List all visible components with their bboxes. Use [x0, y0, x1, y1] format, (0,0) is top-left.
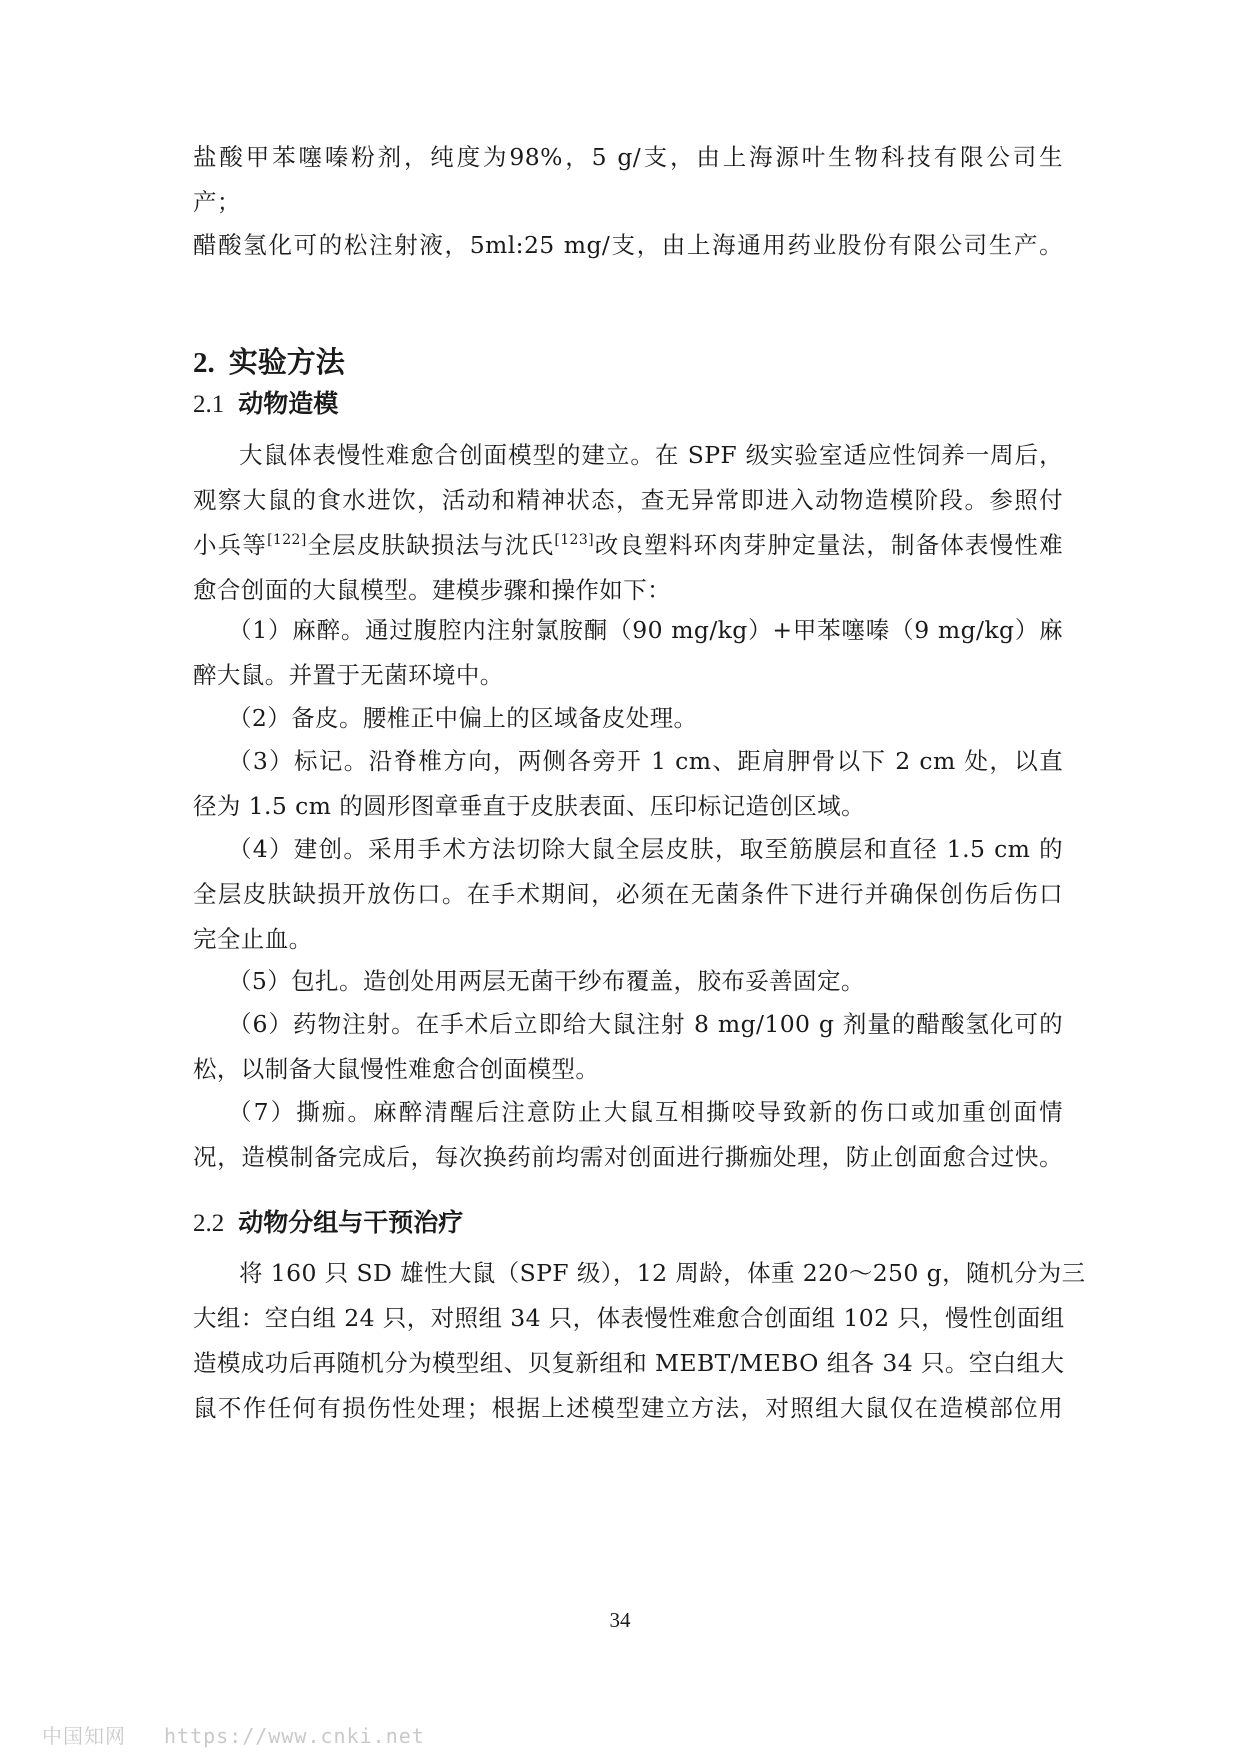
- subsection-title: 动物分组与干预治疗: [238, 1208, 464, 1237]
- subsection-number: 2.2: [193, 1210, 225, 1237]
- text-line: 观察大鼠的食水进饮，活动和精神状态，查无异常即进入动物造模阶段。参照付: [193, 486, 1063, 514]
- citation: [122]: [267, 532, 307, 549]
- watermark-url: https://www.cnki.net: [164, 1724, 425, 1748]
- cnki-watermark: [42, 1720, 425, 1749]
- text-line: 愈合创面的大鼠模型。建模步骤和操作如下：: [193, 576, 671, 604]
- subsection-number: 2.1: [193, 391, 225, 418]
- text-line: 产；: [193, 188, 241, 216]
- subsection-heading: [193, 384, 338, 420]
- citation: [123]: [554, 532, 594, 549]
- page-number: 34: [609, 1608, 631, 1632]
- text-line: （3）标记。沿脊椎方向，两侧各旁开 1 cm、距肩胛骨以下 2 cm 处，以直: [228, 747, 1063, 775]
- text-line: 鼠不作任何有损伤性处理；根据上述模型建立方法，对照组大鼠仅在造模部位用: [193, 1394, 1063, 1422]
- text-line: 大组：空白组 24 只，对照组 34 只，体表慢性难愈合创面组 102 只，慢性创面组: [193, 1304, 1065, 1332]
- text-line: 醋酸氢化可的松注射液，5ml:25 mg/支，由上海通用药业股份有限公司生产。: [193, 231, 1063, 259]
- text-line: （6）药物注射。在手术后立即给大鼠注射 8 mg/100 g 剂量的醋酸氢化可的: [228, 1010, 1063, 1038]
- subsection-heading: [193, 1203, 463, 1239]
- section-title: 实验方法: [228, 345, 345, 379]
- text-line: 径为 1.5 cm 的圆形图章垂直于皮肤表面、压印标记造创区域。: [193, 792, 866, 820]
- text-line: 大鼠体表慢性难愈合创面模型的建立。在 SPF 级实验室适应性饲养一周后，: [239, 441, 1063, 469]
- text-span: 小兵等: [193, 531, 268, 559]
- text-line: 全层皮肤缺损开放伤口。在手术期间，必须在无菌条件下进行并确保创伤后伤口: [193, 880, 1063, 908]
- text-span: 全层皮肤缺损法与沈氏: [306, 531, 555, 559]
- text-span: 改良塑料环肉芽肿定量法，制备体表慢性难: [594, 531, 1063, 559]
- text-line-with-citations: [193, 530, 1063, 560]
- text-line: 造模成功后再随机分为模型组、贝复新组和 MEBT/MEBO 组各 34 只。空白组大: [193, 1349, 1065, 1377]
- text-line: （2）备皮。腰椎正中偏上的区域备皮处理。: [228, 704, 698, 732]
- text-line: 将 160 只 SD 雄性大鼠（SPF 级），12 周龄，体重 220～250 g，随机分为三: [239, 1259, 1086, 1287]
- text-line: （4）建创。采用手术方法切除大鼠全层皮肤，取至筋膜层和直径 1.5 cm 的: [228, 835, 1063, 863]
- text-line: 松，以制备大鼠慢性难愈合创面模型。: [193, 1055, 600, 1083]
- text-line: （5）包扎。造创处用两层无菌干纱布覆盖，胶布妥善固定。: [228, 967, 865, 995]
- section-heading: [193, 340, 345, 381]
- watermark-logo: 中国知网: [42, 1724, 126, 1748]
- section-number: 2.: [193, 347, 215, 379]
- text-line: 完全止血。: [193, 925, 313, 953]
- subsection-title: 动物造模: [238, 389, 339, 418]
- text-line: 醉大鼠。并置于无菌环境中。: [193, 661, 504, 689]
- text-line: （7）撕痂。麻醉清醒后注意防止大鼠互相撕咬导致新的伤口或加重创面情: [228, 1098, 1063, 1126]
- text-line: 盐酸甲苯噻嗪粉剂，纯度为98%，5 g/支，由上海源叶生物科技有限公司生: [193, 143, 1063, 171]
- text-line: （1）麻醉。通过腹腔内注射氯胺酮（90 mg/kg）+甲苯噻嗪（9 mg/kg）麻: [228, 616, 1063, 644]
- text-line: 况，造模制备完成后，每次换药前均需对创面进行撕痂处理，防止创面愈合过快。: [193, 1143, 1063, 1171]
